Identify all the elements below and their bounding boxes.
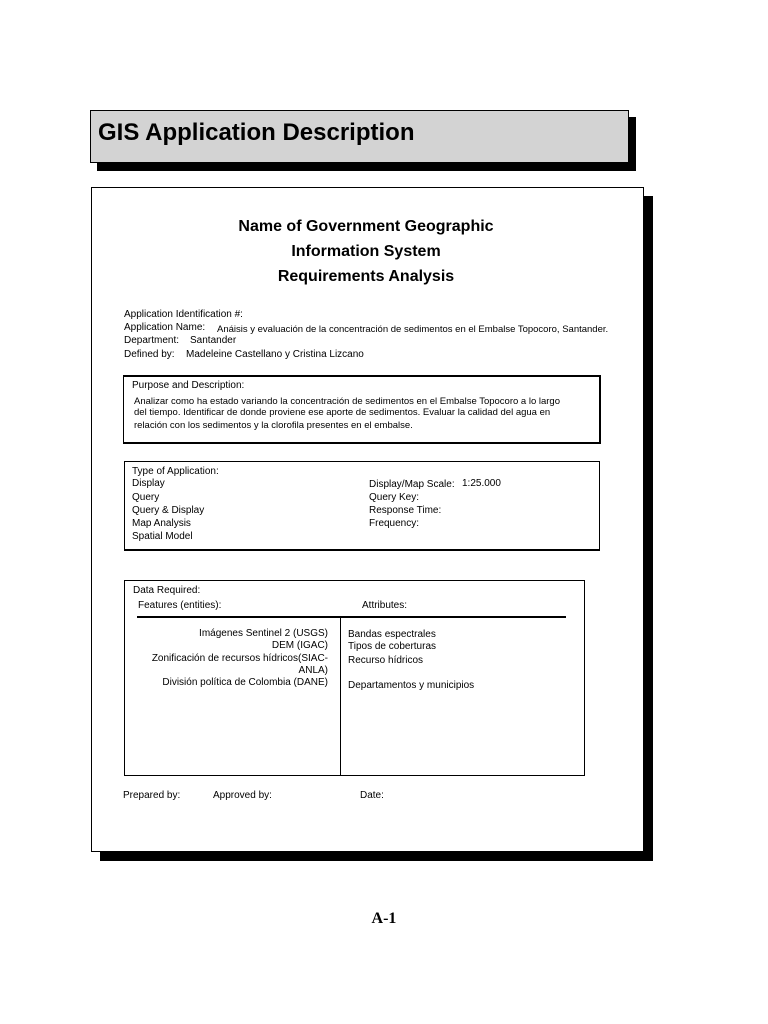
attributes-header: Attributes: [362, 600, 408, 611]
date-label: Date: [360, 790, 384, 801]
map-scale-value: 1:25.000 [462, 478, 501, 489]
purpose-text-line-1: Analizar como ha estado variando la concentración de sedimentos en el Embalse Topocoro a lo largo [134, 396, 560, 407]
data-required-label: Data Required: [133, 585, 201, 596]
option-spatial-model: Spatial Model [132, 531, 193, 542]
attribute-item: Bandas espectrales [348, 629, 436, 640]
form-heading-line-1: Name of Government Geographic [238, 218, 494, 235]
feature-item: División política de Colombia (DANE) [162, 677, 328, 688]
approved-by-label: Approved by: [213, 790, 272, 801]
attribute-item: Tipos de coberturas [348, 641, 437, 652]
feature-item-continued: ANLA) [298, 665, 328, 676]
form-heading-line-3: Requirements Analysis [277, 268, 455, 285]
application-type-label: Type of Application: [132, 466, 219, 477]
frequency-label: Frequency: [369, 518, 420, 529]
option-query-display: Query & Display [132, 505, 205, 516]
feature-item: Zonificación de recursos hídricos(SIAC- [151, 653, 328, 664]
feature-item: Imágenes Sentinel 2 (USGS) [199, 628, 328, 639]
query-key-label: Query Key: [369, 492, 420, 503]
application-id-label: Application Identification #: [124, 309, 243, 320]
attribute-item: Recurso hídricos [348, 655, 424, 666]
page-number: A-1 [371, 910, 397, 927]
defined-by-value: Madeleine Castellano y Cristina Lizcano [186, 349, 364, 360]
table-header-rule [137, 616, 566, 618]
response-time-label: Response Time: [369, 505, 442, 516]
column-divider [340, 617, 341, 776]
application-name-label: Application Name: [124, 322, 206, 333]
map-scale-label: Display/Map Scale: [369, 479, 455, 490]
prepared-by-label: Prepared by: [123, 790, 181, 801]
page-title: GIS Application Description [98, 119, 415, 146]
feature-item: DEM (IGAC) [271, 640, 328, 651]
features-header: Features (entities): [138, 600, 222, 611]
purpose-text-line-2: del tiempo. Identificar de donde proviene ese aporte de sedimentos. Evaluar la calidad del agua en [134, 407, 551, 418]
option-query: Query [132, 492, 160, 503]
department-value: Santander [190, 335, 237, 346]
purpose-text-line-3: relación con los sedimentos y la clorofila presentes en el embalse. [134, 420, 413, 431]
defined-by-label: Defined by: [124, 349, 175, 360]
purpose-label: Purpose and Description: [132, 380, 245, 391]
option-map-analysis: Map Analysis [132, 518, 191, 529]
form-heading-line-2: Information System [291, 243, 441, 260]
department-label: Department: [124, 335, 180, 346]
option-display: Display [132, 478, 165, 489]
application-name-value: Anáisis y evaluación de la concentración de sedimentos en el Embalse Topocoro, Santander. [217, 324, 609, 335]
attribute-item: Departamentos y municipios [348, 680, 475, 691]
